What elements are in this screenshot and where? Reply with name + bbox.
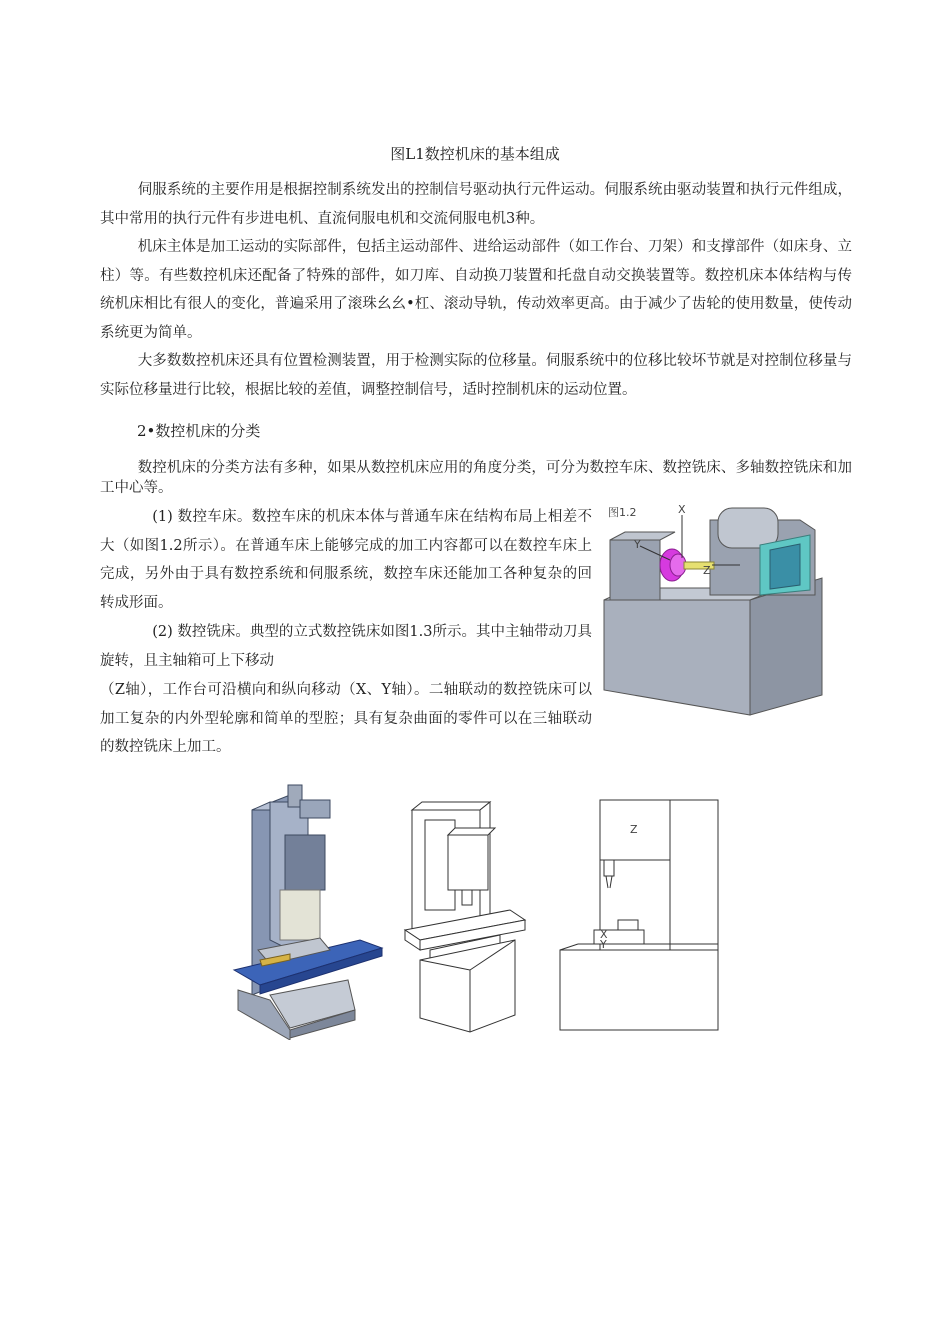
figure-caption: 图L1数控机床的基本组成	[390, 145, 560, 163]
axis-y-label: Y	[634, 538, 641, 551]
figure-1-2-label: 图1.2	[608, 506, 637, 519]
axis-y-label: Y	[600, 938, 607, 951]
mill-paragraph-b: （Z轴），工作台可沿横向和纵向移动（X、Y轴）。二轴联动的数控铣床可以加工复杂的内外型轮廓和简单的型腔；具有复杂曲面的零件可以在三轴联动的数控铣床上加工。	[100, 682, 592, 755]
servo-paragraph: 伺服系统的主要作用是根据控制系统发出的控制信号驱动执行元件运动。伺服系统由驱动装置和执行元件组成，其中常用的执行元件有步进电机、直流伺服电机和交流伺服电机3种。	[100, 182, 852, 227]
section-heading: 2•数控机床的分类	[137, 422, 261, 440]
lathe-paragraph: (1) 数控车床。数控车床的机床本体与普通车床在结构布局上相差不大（如图1.2所示）。在普通车床上能够完成的加工内容都可以在数控车床上完成，另外由于具有数控系统和伺服系统，数控车床还能加工各种复杂的回转成形面。	[100, 509, 592, 611]
mill-axes-schematic-figure	[558, 798, 723, 1033]
machine-body-paragraph: 机床主体是加工运动的实际部件，包括主运动部件、进给运动部件（如工作台、刀架）和支撑部件（如床身、立柱）等。有些数控机床还配备了特殊的部件，如刀库、自动换刀装置和托盘自动交换装置等。数控机床本体结构与传统机床相比有很人的变化，普遍采用了滚珠幺幺•杠、滚动导轨，传动效率更高。由于减少了齿轮的使用数量，使传动系统更为简单。	[100, 239, 852, 341]
classification-intro: 数控机床的分类方法有多种，如果从数控机床应用的角度分类，可分为数控车床、数控铣床、多轴数控铣床和加工中心等。	[100, 460, 852, 496]
axis-x-label: X	[600, 928, 608, 941]
cnc-lathe-figure	[600, 500, 825, 718]
axis-z-label: Z	[630, 823, 638, 836]
vertical-mill-colored-figure	[230, 780, 390, 1040]
position-detection-paragraph: 大多数数控机床还具有位置检测装置，用于检测实际的位移量。伺服系统中的位移比较坏节就是对控制位移量与实际位移量进行比较，根据比较的差值，调整控制信号，适时控制机床的运动位置。	[100, 353, 852, 398]
axis-z-label: Z	[703, 564, 711, 577]
vertical-mill-line-figure	[400, 800, 535, 1035]
axis-x-label: X	[678, 503, 686, 516]
mill-paragraph-a: (2) 数控铣床。典型的立式数控铣床如图1.3所示。其中主轴带动刀具旋转，且主轴箱可上下移动	[100, 624, 592, 669]
